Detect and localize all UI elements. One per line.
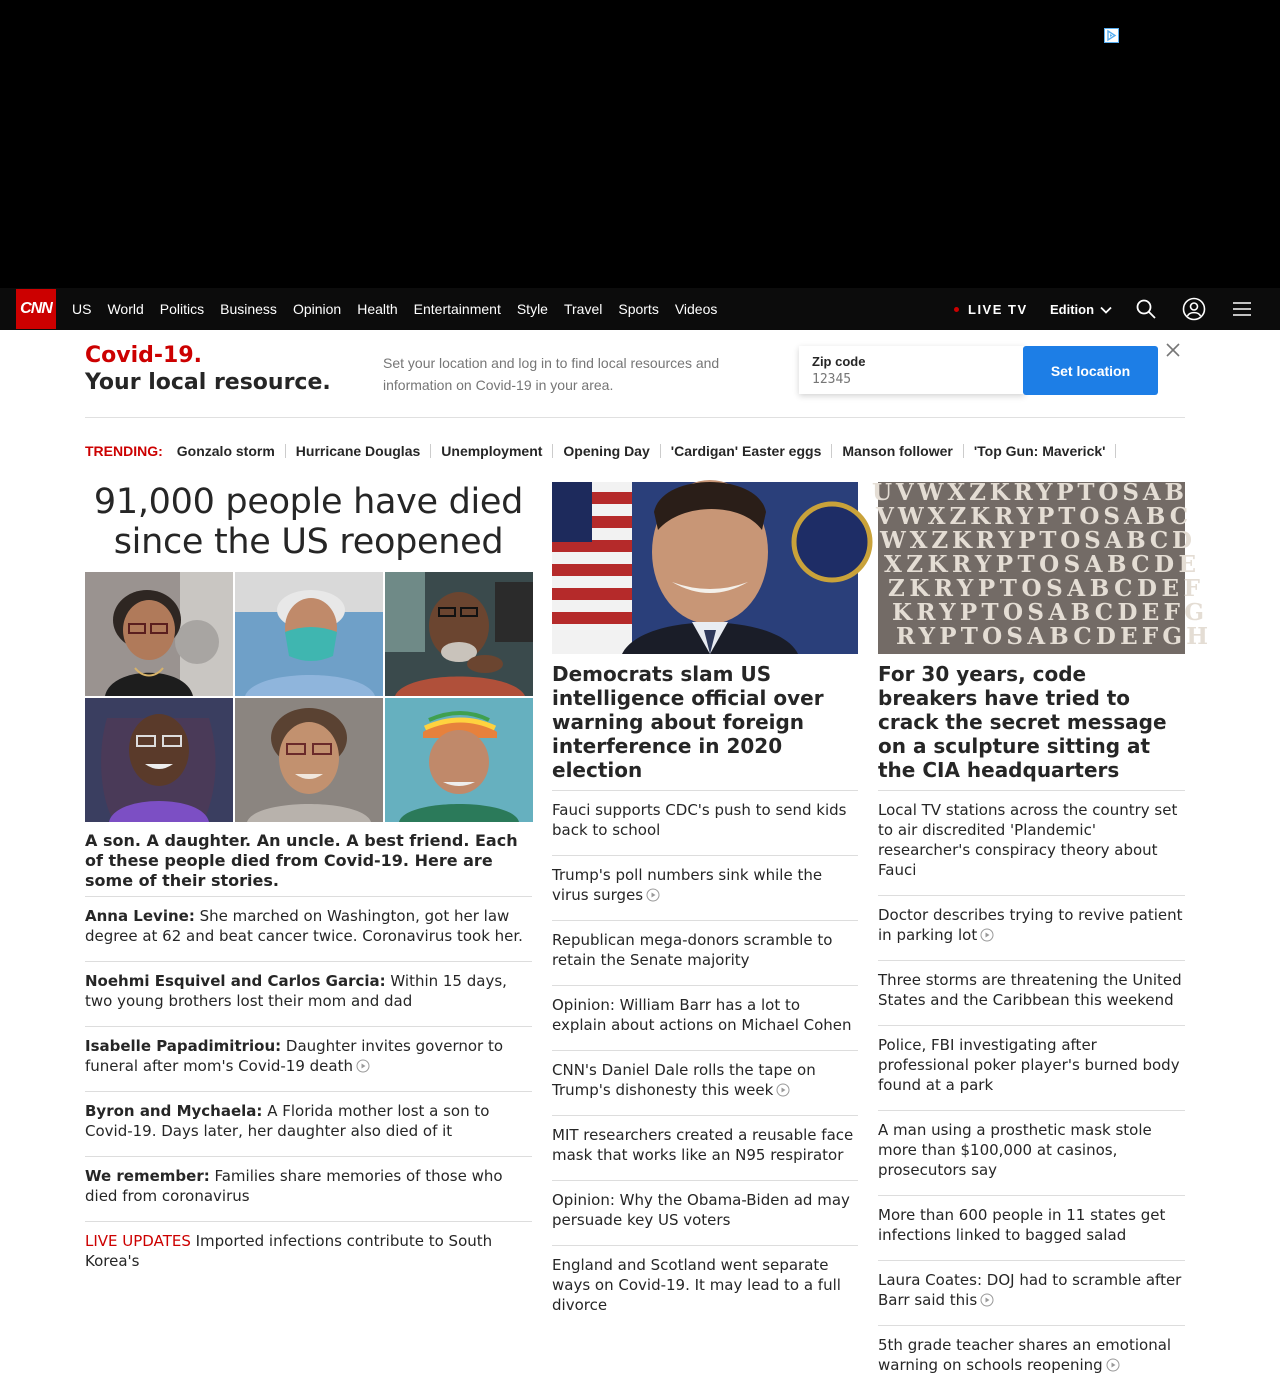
list-item[interactable]: Local TV stations across the country set to air discredited 'Plandemic' researcher's conspiracy theory about Fauci: [878, 790, 1185, 895]
victim-photo: [85, 572, 233, 696]
trending-item[interactable]: 'Cardigan' Easter eggs: [661, 444, 833, 458]
list-item[interactable]: [85, 1221, 532, 1286]
search-icon[interactable]: [1134, 297, 1158, 321]
close-icon[interactable]: [1165, 342, 1181, 358]
second-column: [552, 482, 858, 1330]
nav-link-style[interactable]: Style: [516, 301, 548, 317]
lead-headline[interactable]: 91,000 people have died since the US reopened: [93, 482, 524, 562]
nav-link-sports[interactable]: Sports: [618, 301, 659, 317]
trending-item[interactable]: 'Top Gun: Maverick': [964, 444, 1117, 458]
list-item[interactable]: Opinion: William Barr has a lot to explain about actions on Michael Cohen: [552, 985, 858, 1050]
story-text: A Florida mother lost a son to Covid-19. Days later, her daughter also died of it: [85, 1102, 490, 1140]
mosaic-caption[interactable]: A son. A daughter. An uncle. A best friend. Each of these people died from Covid-19. Here are some of their stories.: [85, 831, 518, 890]
play-icon: [356, 1059, 370, 1073]
story-bold: We remember:: [85, 1167, 210, 1185]
account-icon[interactable]: [1182, 297, 1206, 321]
live-tv-link[interactable]: [954, 302, 1028, 317]
third-story-list: [878, 790, 1185, 1390]
list-item[interactable]: [552, 1050, 858, 1115]
trending-item[interactable]: Unemployment: [431, 444, 553, 458]
lead-story-list: [85, 896, 532, 1286]
trending-label: TRENDING:: [85, 443, 163, 459]
story-text: 5th grade teacher shares an emotional warning on schools reopening: [878, 1336, 1172, 1374]
story-text: Families share memories of those who died from coronavirus: [85, 1167, 503, 1205]
story-text: Trump's poll numbers sink while the virus surges: [552, 866, 823, 904]
trending-item[interactable]: Gonzalo storm: [167, 444, 286, 458]
play-icon: [1106, 1358, 1120, 1372]
list-item[interactable]: More than 600 people in 11 states get infections linked to bagged salad: [878, 1195, 1185, 1260]
nav-link-world[interactable]: World: [107, 301, 144, 317]
second-story-list: [552, 790, 858, 1330]
play-icon: [980, 1293, 994, 1307]
victim-photo: [85, 698, 233, 822]
zip-code-field[interactable]: [799, 346, 1025, 394]
list-item[interactable]: England and Scotland went separate ways on Covid-19. It may lead to a full divorce: [552, 1245, 858, 1330]
story-bold: Isabelle Papadimitriou:: [85, 1037, 282, 1055]
live-tv-label: LIVE TV: [968, 302, 1028, 317]
third-column: [872, 479, 1208, 1390]
live-updates-tag: LIVE UPDATES: [85, 1232, 191, 1250]
kryptos-line: WXZKRYPTOSABCD: [880, 527, 1192, 554]
set-location-button[interactable]: Set location: [1023, 346, 1158, 395]
adchoices-icon[interactable]: [1104, 28, 1119, 43]
list-item[interactable]: [878, 895, 1185, 960]
feature-headline[interactable]: For 30 years, code breakers have tried to crack the secret message on a sculpture sitting at the CIA headquarters: [878, 662, 1167, 782]
list-item[interactable]: A man using a prosthetic mask stole more than $100,000 at casinos, prosecutors say: [878, 1110, 1185, 1195]
nav-link-politics[interactable]: Politics: [159, 301, 205, 317]
story-bold: Anna Levine:: [85, 907, 195, 925]
list-item[interactable]: MIT researchers created a reusable face mask that works like an N95 respirator: [552, 1115, 858, 1180]
main-navigation: [0, 288, 1280, 330]
play-icon: [646, 888, 660, 902]
list-item[interactable]: Police, FBI investigating after professional poker player's burned body found at a park: [878, 1025, 1185, 1110]
nav-link-health[interactable]: Health: [357, 301, 398, 317]
feature-headline[interactable]: Democrats slam US intelligence official over warning about foreign interference in 2020 election: [552, 662, 824, 782]
top-advertisement[interactable]: [0, 0, 1280, 288]
list-item[interactable]: Three storms are threatening the United States and the Caribbean this weekend: [878, 960, 1185, 1025]
covid-description: Set your location and log in to find local resources and information on Covid-19 in your area.: [383, 355, 720, 393]
lead-column: [85, 482, 532, 1270]
story-text: She marched on Washington, got her law degree at 62 and beat cancer twice. Coronavirus took her.: [85, 907, 523, 945]
flag-stripes: [552, 482, 632, 654]
covid-title: [85, 342, 331, 396]
victim-photo: [385, 572, 533, 696]
trending-item[interactable]: Manson follower: [832, 444, 963, 458]
victim-photo: [235, 698, 383, 822]
story-text: CNN's Daniel Dale rolls the tape on Trump's dishonesty this week: [552, 1061, 816, 1099]
zip-code-input[interactable]: [812, 372, 1012, 387]
edition-menu[interactable]: [1050, 302, 1112, 317]
list-item[interactable]: [878, 1325, 1185, 1390]
list-item[interactable]: [85, 1091, 532, 1156]
zip-code-label: Zip code: [812, 354, 866, 369]
list-item[interactable]: [85, 1156, 532, 1221]
list-item[interactable]: [878, 1260, 1185, 1325]
chevron-down-icon: [1100, 306, 1112, 314]
cnn-logo[interactable]: CNN: [16, 289, 56, 329]
kryptos-line: RYPTOSABCDEFGH: [896, 623, 1208, 650]
nav-link-travel[interactable]: Travel: [563, 301, 603, 317]
nav-link-us[interactable]: US: [72, 301, 92, 317]
story-text: Imported infections contribute to South Korea's: [85, 1232, 493, 1270]
story-text: Laura Coates: DOJ had to scramble after Barr said this: [878, 1271, 1182, 1309]
list-item[interactable]: Republican mega-donors scramble to retain the Senate majority: [552, 920, 858, 985]
nav-link-opinion[interactable]: Opinion: [292, 301, 342, 317]
edition-label: Edition: [1050, 302, 1095, 317]
list-item[interactable]: [552, 855, 858, 920]
kryptos-line: XZKRYPTOSABCDE: [884, 551, 1196, 578]
victims-photo-mosaic[interactable]: [85, 572, 532, 823]
story-text: Doctor describes trying to revive patient in parking lot: [878, 906, 1183, 944]
kryptos-line: UVWXZKRYPTOSAB: [872, 479, 1184, 506]
nav-link-entertainment[interactable]: Entertainment: [413, 301, 501, 317]
kryptos-line: KRYPTOSABCDEFG: [892, 599, 1204, 626]
nav-links: [64, 288, 725, 330]
story-bold: Byron and Mychaela:: [85, 1102, 263, 1120]
list-item[interactable]: Fauci supports CDC's push to send kids back to school: [552, 790, 858, 855]
trending-item[interactable]: Opening Day: [553, 444, 660, 458]
nav-link-videos[interactable]: Videos: [674, 301, 718, 317]
list-item[interactable]: Opinion: Why the Obama-Biden ad may persuade key US voters: [552, 1180, 858, 1245]
intelligence-official-photo[interactable]: [552, 482, 858, 654]
menu-icon[interactable]: [1230, 297, 1254, 321]
kryptos-line: ZKRYPTOSABCDEF: [888, 575, 1200, 602]
list-item[interactable]: [85, 961, 532, 1026]
kryptos-line: VWXZKRYPTOSABC: [876, 503, 1188, 530]
victim-photo: [235, 572, 383, 696]
covid-title-black: Your local resource.: [85, 370, 331, 395]
play-icon: [776, 1083, 790, 1097]
nav-link-business[interactable]: Business: [220, 301, 277, 317]
play-icon: [980, 928, 994, 942]
live-dot-icon: [954, 307, 959, 312]
trending-bar: [85, 442, 1116, 460]
story-bold: Noehmi Esquivel and Carlos Garcia:: [85, 972, 386, 990]
victim-photo: [385, 698, 533, 822]
kryptos-sculpture-photo[interactable]: [872, 479, 1208, 654]
list-item[interactable]: [85, 1026, 532, 1091]
story-text: Within 15 days, two young brothers lost their mom and dad: [85, 972, 507, 1010]
trending-item[interactable]: Hurricane Douglas: [286, 444, 431, 458]
covid-local-resource-bar: [85, 332, 1185, 418]
story-text: Daughter invites governor to funeral after mom's Covid-19 death: [85, 1037, 504, 1075]
covid-title-red: Covid-19.: [85, 343, 202, 368]
list-item[interactable]: [85, 896, 532, 961]
